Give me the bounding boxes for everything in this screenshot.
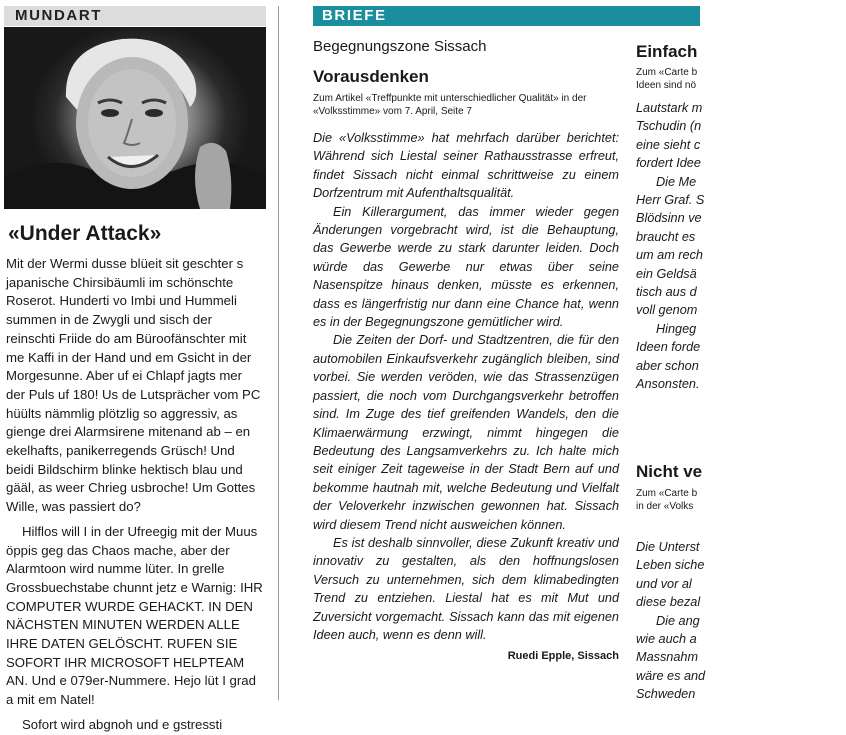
letter-paragraph: Die «Volksstimme» hat mehrfach darüber berichtet: Während sich Liestal seiner Rathausstrasse erfreut, findet Sissach nicht einmal schrittweise zu einem Dorfzentrum mit Aufenthaltsqualität. — [313, 131, 619, 201]
reference-line: Zum «Carte b — [636, 488, 698, 499]
body-line: voll genom — [636, 303, 698, 318]
reference-line: Zum «Carte b — [636, 67, 698, 78]
body-line: Hingeg — [656, 321, 697, 336]
body-line: Die Me — [656, 174, 697, 189]
letter-paragraph: Die Zeiten der Dorf- und Stadtzentren, die für den automobilen Einkaufsverkehr zugänglich bleiben, sind vorbei. Sie werden veröden, wie das Strassenzügen passiert, die noch vom Durchgangsverkehr betroffen sind. Im Zuge des tief greifenden Wandels, den die Klimaerwärmung erzwingt, nimmt hingegen die Bedeutung des Langsamverkehrs zu. Ich halte mich seit einiger Zeit tageweise in der Stadt Bern auf und bekomme hautnah mit, welche Bedeutung und Vielfalt der Veloverkehr inzwischen gewonnen hat. Sissach wird diesem Trend nicht ausweichen können. — [313, 333, 619, 532]
letter-title-nicht-ve: Nicht ve — [636, 462, 703, 481]
letter-title-einfach: Einfach — [636, 42, 698, 61]
body-line: Herr Graf. S — [636, 193, 705, 208]
body-line: tisch aus d — [636, 285, 697, 300]
body-line: Leben siche — [636, 558, 705, 573]
body-line: aber schon — [636, 358, 699, 373]
reference-line: Ideen sind nö — [636, 79, 697, 91]
reference-line: in der «Volks — [636, 500, 694, 512]
mundart-paragraph: Mit der Wermi dusse blüeit sit geschter s japanische Chirsibäumli im schönschte Roserot. Hunderti vo Imbi und Hummeli summen in de Zwygli und sisch der reinschti Friide do am Büroofänschter mit me Kaffi in der Hand und em Gsicht in der Morgesunne. Aber uf ei Chlapf jagts mer der Puls uf 180! Us de Lutsprächer vom PC hüülts nämmlig plötzlig so aggressiv, as gienge drei Alarmsirene mitenand ab – en ekelhafts, panikerregends Grüsch! Und beidi Bildschirm blinke hektisch blau und gääl, as weer Chrieg usbroche! Um Gottes Wille, was passiert do? — [6, 256, 261, 515]
letter-author: Ruedi Epple, Sissach — [507, 650, 619, 663]
mundart-body — [6, 255, 264, 735]
body-line: diese bezal — [636, 595, 701, 610]
body-line: wie auch a — [636, 632, 697, 647]
body-line: Tschudin (n — [636, 119, 702, 134]
body-line: Massnahm — [636, 650, 699, 665]
body-line: Schweden — [636, 687, 696, 702]
briefe-section-label: BRIEFE — [313, 6, 700, 26]
column-divider — [278, 6, 279, 700]
body-line: Die Unterst — [636, 540, 700, 554]
letter-title: Vorausdenken — [313, 67, 429, 86]
body-line: ein Geldsä — [636, 266, 697, 281]
body-line: Ideen forde — [636, 340, 701, 355]
mundart-paragraph: Sofort wird abgnoh und e gstressti — [22, 716, 223, 732]
mundart-section-label: MUNDART — [4, 6, 266, 26]
body-line: braucht es — [636, 229, 696, 244]
letter-reference: Zum Artikel «Treffpunkte mit unterschiedlicher Qualität» in der «Volksstimme» vom 7. April, Seite 7 — [313, 93, 587, 117]
body-line: eine sieht c — [636, 137, 701, 152]
letter-paragraph: Es ist deshalb sinnvoller, diese Zukunft kreativ und innovativ zu gestalten, als den hoffnungslosen Versuch zu unternehmen, sich dem klimabedingten Trend zu entziehen. Liestal hat es mit Mut und Zuversicht vorgemacht. Sissach kann das mit eigenen Ideen auch, wenn es denn will. — [313, 535, 619, 642]
letter-kicker: Begegnungszone Sissach — [313, 38, 487, 55]
portrait-illustration — [4, 27, 266, 209]
body-line: und vor al — [636, 576, 692, 591]
author-photo — [4, 27, 266, 209]
mundart-title: «Under Attack» — [8, 222, 162, 245]
letter-paragraph: Ein Killerargument, das immer wieder gegen Änderungen vorgebracht wird, ist die Behauptung, das Gewerbe werde zu stark darunter leiden. Doch würde das Gewerbe nur etwas über seine Nasenspitze hinaus denken, müsste es erkennen, dass es längerfristig nur dann eine Chance hat, wenn es in der Begegnungszone gemütlicher wird. — [313, 204, 619, 330]
body-line: Blödsinn ve — [636, 211, 702, 226]
right-column-clipped — [636, 0, 706, 702]
body-line: Lautstark m — [636, 101, 703, 115]
letter-body — [313, 129, 619, 644]
letter-reference-nicht-ve — [636, 488, 846, 513]
body-line: um am rech — [636, 248, 703, 263]
body-line: Ansonsten. — [636, 377, 700, 392]
letter-body-einfach — [636, 99, 846, 394]
letter-vorausdenken — [313, 38, 619, 662]
letter-body-nicht-ve — [636, 538, 846, 704]
body-line: fordert Idee — [636, 156, 701, 171]
body-line: Die ang — [656, 613, 700, 628]
mundart-column — [0, 0, 270, 732]
body-line: wäre es and — [636, 668, 706, 683]
mundart-paragraph: Hilflos will I in der Ufreegig mit der Muus öppis geg das Chaos mache, aber der Alarmtoon wird numme lüter. In grelle Grossbuechstabe chunnt jetz e Warnig: IHR COMPUTER WURDE GEHACKT. IN DEN NÄCHSTEN MINUTEN WERDEN ALLE IHRE DATEN GELÖSCHT. RUFEN SIE SOFORT IHR MICROSOFT HELPTEAM AN. Und e 079er-Nummere. Hejo lüt I grad a mit em Natel! — [6, 523, 263, 708]
letter-reference-einfach — [636, 67, 846, 92]
